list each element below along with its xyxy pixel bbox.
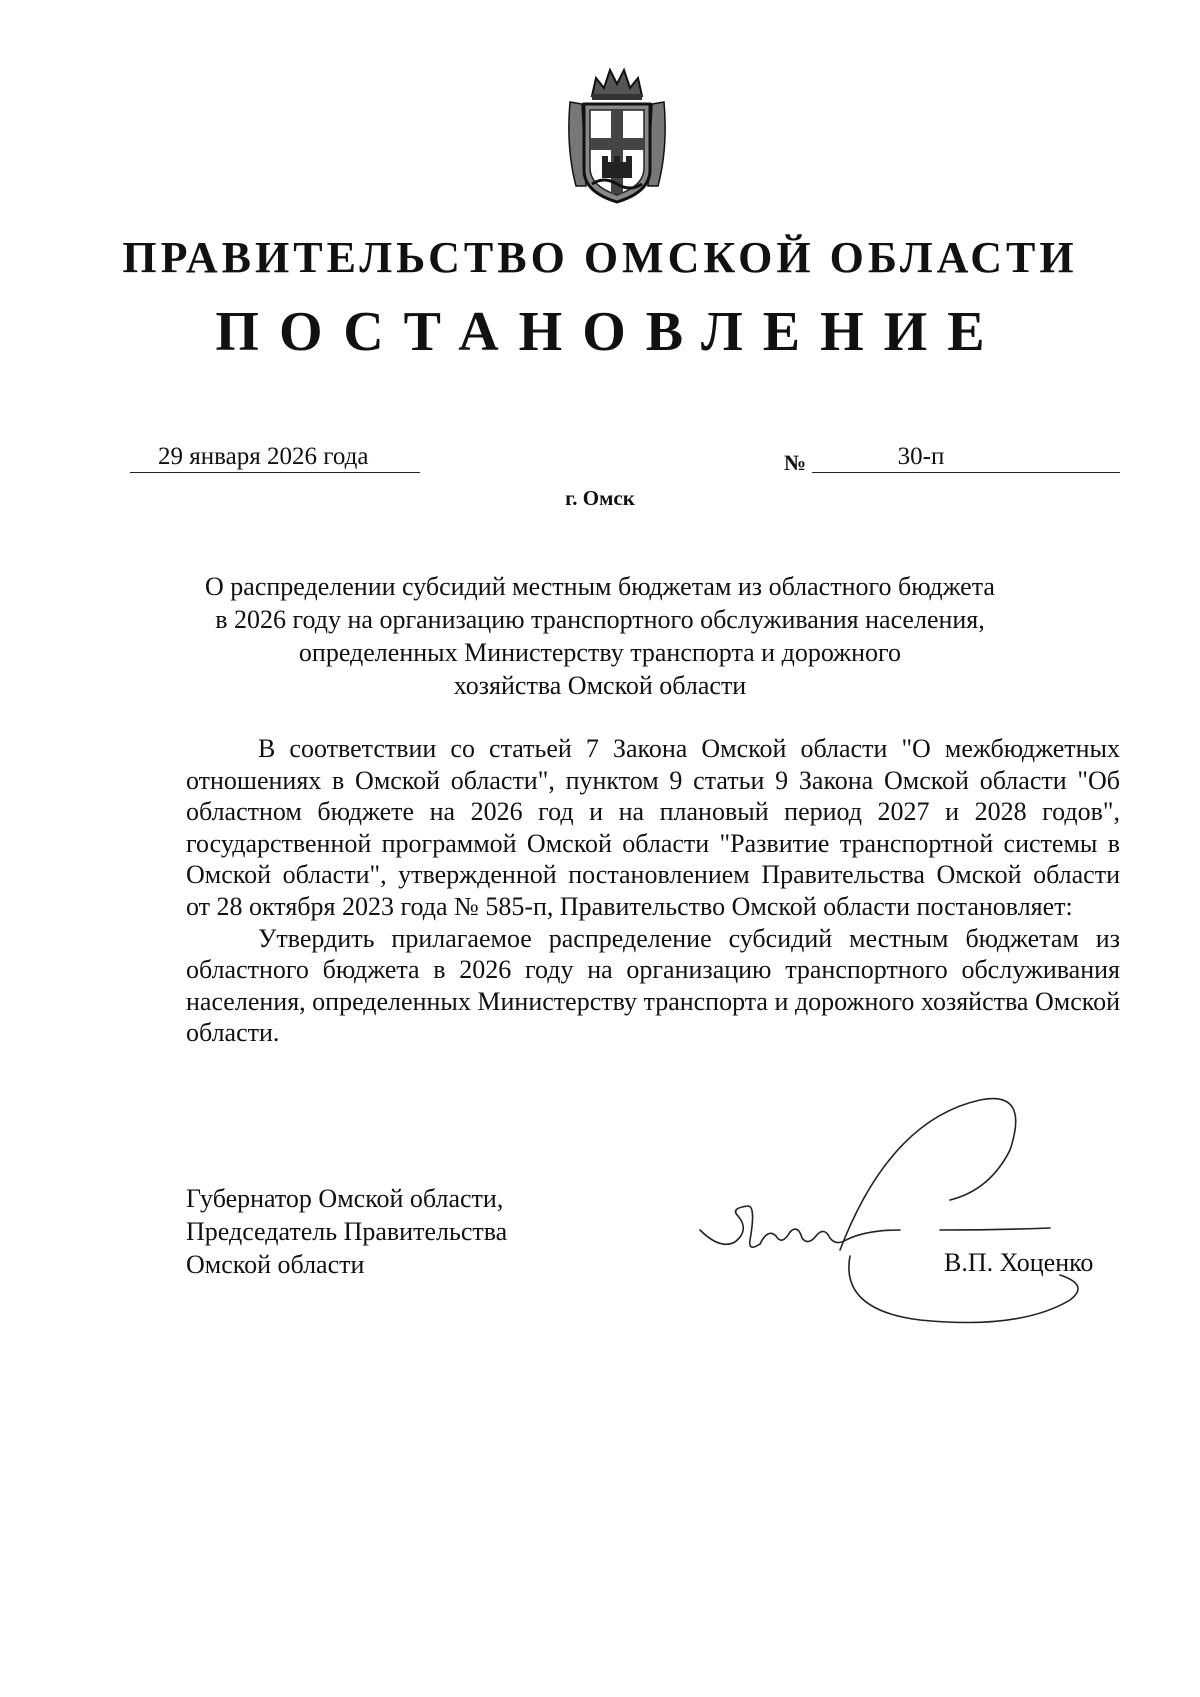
subject-line: в 2026 году на организацию транспортного обслуживания населения, xyxy=(215,605,985,634)
subject-line: хозяйства Омской области xyxy=(453,671,747,700)
document-body xyxy=(186,733,1120,1049)
city: г. Омск xyxy=(565,486,635,510)
document-number: 30-п xyxy=(812,442,1120,473)
organization-title: ПРАВИТЕЛЬСТВО ОМСКОЙ ОБЛАСТИ xyxy=(122,233,1078,282)
coat-of-arms-icon xyxy=(562,58,672,208)
signer-title-line: Губернатор Омской области, xyxy=(186,1184,504,1213)
handwritten-signature-icon xyxy=(690,1080,1110,1340)
signer-name: В.П. Хоценко xyxy=(944,1248,1094,1277)
subject-line: О распределении субсидий местным бюджетам из областного бюджета xyxy=(205,572,995,601)
signer-title-line: Омской области xyxy=(186,1250,365,1279)
subject-line: определенных Министерству транспорта и дорожного xyxy=(298,638,902,667)
document-type-title: ПОСТАНОВЛЕНИЕ xyxy=(215,301,1005,363)
body-paragraph: В соответствии со статьей 7 Закона Омской области "О межбюджетных отношениях в Омской области", пунктом 9 статьи 9 Закона Омской области "Об областном бюджете на 2026 год и на плановый период 2027 и 2028 годов", государственной программой Омской области "Развитие транспортной системы в Омской области", утвержденной постановлением Правительства Омской области от 28 октября 2023 года № 585-п, Правительство Омской области постановляет: xyxy=(186,734,1120,921)
number-label: № xyxy=(784,450,807,475)
document-date: 29 января 2026 года xyxy=(130,442,420,473)
signer-title xyxy=(186,1182,507,1281)
signer-title-line: Председатель Правительства xyxy=(186,1217,508,1246)
document-subject xyxy=(160,570,1040,702)
body-paragraph: Утвердить прилагаемое распределение субсидий местным бюджетам из областного бюджета в 2026 году на организацию транспортного обслуживания населения, определенных Министерству транспорта и дорожного хозяйства Омской области. xyxy=(186,923,1120,1048)
